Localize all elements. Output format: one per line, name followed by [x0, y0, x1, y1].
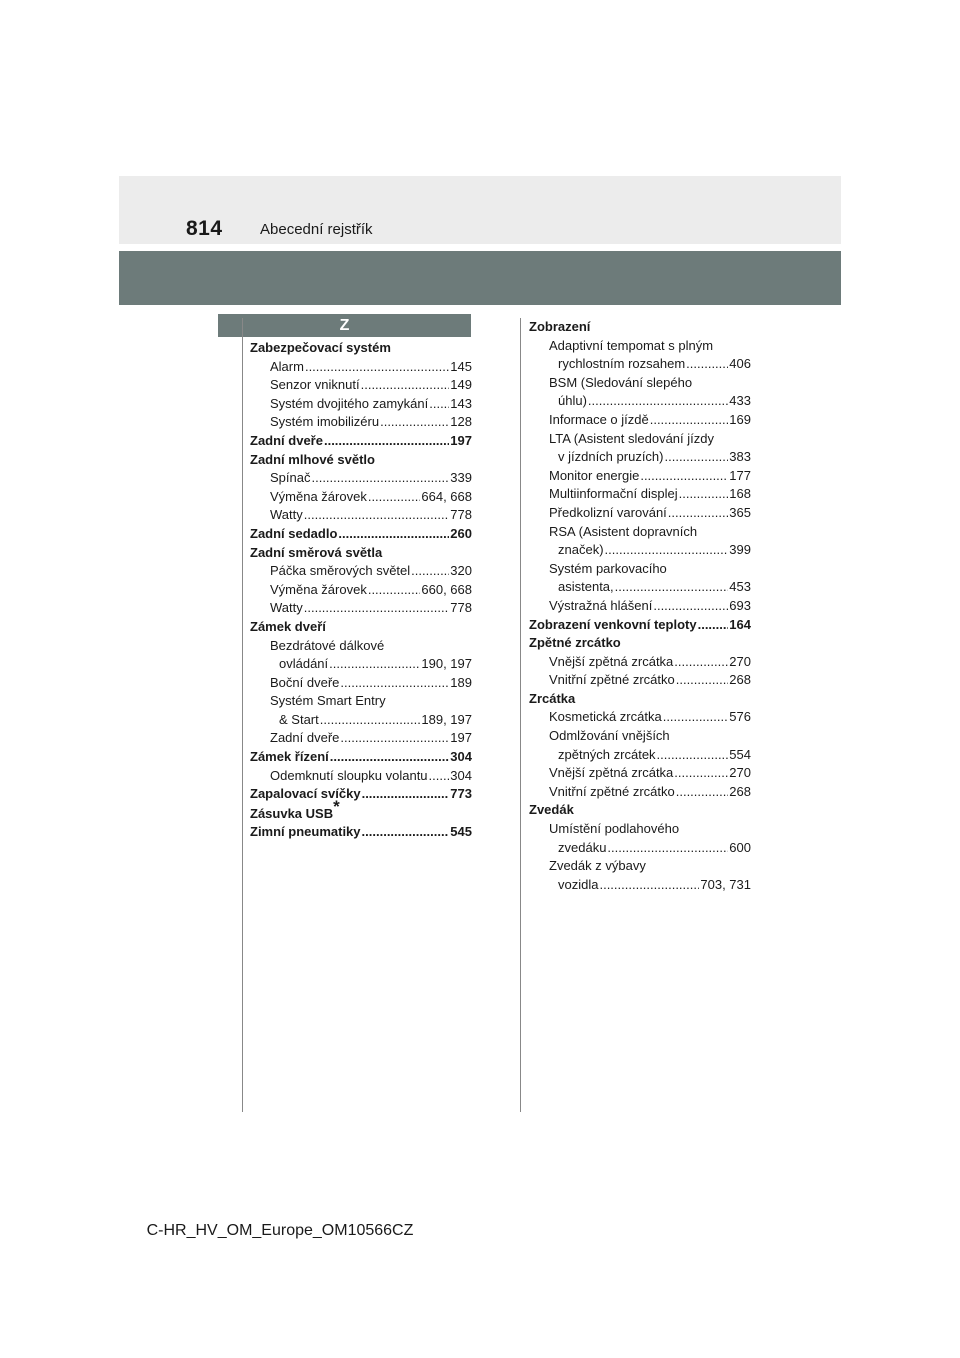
- dot-leader: [686, 355, 728, 374]
- dot-leader: [368, 488, 421, 507]
- index-entry: [529, 318, 751, 337]
- index-entry: [529, 374, 751, 393]
- index-entry-page: 268: [729, 783, 751, 799]
- index-entry-page: 168: [729, 486, 751, 502]
- index-entry: [529, 392, 751, 411]
- index-entry-label: Watty: [270, 507, 303, 523]
- dot-leader: [368, 581, 421, 600]
- index-column-2: [529, 318, 751, 894]
- index-entry: [250, 339, 472, 358]
- index-entry: [250, 525, 472, 544]
- index-entry: [250, 767, 472, 786]
- index-entry-label: Zpětné zrcátko: [529, 635, 621, 651]
- dot-leader: [663, 708, 729, 727]
- dot-leader: [320, 711, 421, 730]
- column-divider-left: [242, 318, 243, 1112]
- dot-leader: [340, 729, 449, 748]
- index-entry-page: 778: [450, 600, 472, 616]
- index-entry-page: 773: [450, 786, 472, 802]
- dot-leader: [330, 748, 450, 767]
- index-entry-label: Multiinformační displej: [549, 486, 678, 502]
- index-entry-label: Výměna žárovek: [270, 581, 367, 597]
- dot-leader: [676, 783, 729, 802]
- index-entry-page: 778: [450, 507, 472, 523]
- page-title: Abecední rejstřík: [260, 221, 373, 238]
- dot-leader: [698, 616, 729, 635]
- index-entry-page: 128: [450, 414, 472, 430]
- index-entry-label: Zámek dveří: [250, 618, 326, 634]
- index-entry-label: Bezdrátové dálkové: [270, 637, 385, 653]
- index-entry: [250, 729, 472, 748]
- dot-leader: [304, 599, 450, 618]
- index-entry-label: Páčka směrových světel: [270, 563, 411, 579]
- dot-leader: [304, 506, 450, 525]
- index-entry-page: 320: [450, 563, 472, 579]
- index-entry-label: Odemknutí sloupku volantu: [270, 767, 428, 783]
- index-entry-label: Vnější zpětná zrcátka: [549, 653, 674, 669]
- dot-leader: [599, 876, 699, 895]
- dot-leader: [362, 823, 450, 842]
- section-letter: Z: [218, 314, 471, 337]
- index-entry: [250, 599, 472, 618]
- index-entry: [529, 541, 751, 560]
- index-column-1: [250, 339, 472, 842]
- index-entry: [529, 467, 751, 486]
- header-band: [119, 176, 841, 244]
- index-entry-label: Zobrazení: [529, 319, 591, 334]
- index-entry-label: Zásuvka USB: [250, 805, 334, 821]
- index-entry: [250, 488, 472, 507]
- index-entry-label: vozidla: [558, 876, 599, 892]
- index-entry-label: Zabezpečovací systém: [250, 340, 391, 355]
- index-entry-label: Alarm: [270, 358, 304, 374]
- index-entry: [250, 796, 472, 824]
- dot-leader: [657, 746, 729, 765]
- index-entry-page: 270: [729, 653, 751, 669]
- index-entry-page: 339: [450, 470, 472, 486]
- index-entry-page: 164: [729, 616, 751, 632]
- index-entry-label: Systém Smart Entry: [270, 693, 386, 709]
- index-entry: [529, 485, 751, 504]
- index-entry-label: Informace o jízdě: [549, 411, 649, 427]
- section-band: [119, 251, 841, 305]
- index-entry-page: 149: [450, 377, 472, 393]
- dot-leader: [362, 785, 450, 804]
- dot-leader: [411, 562, 449, 581]
- index-entry: [529, 857, 751, 876]
- index-entry-page: 433: [729, 393, 751, 409]
- index-entry: [250, 785, 472, 804]
- index-entry-page: 406: [729, 356, 751, 372]
- index-entry-label: Zadní sedadlo: [250, 525, 338, 541]
- dot-leader: [305, 358, 449, 377]
- index-entry: [250, 358, 472, 377]
- index-entry-label: Watty: [270, 600, 303, 616]
- index-entry: [529, 411, 751, 430]
- footnote-star: *: [333, 796, 340, 816]
- index-entry: [250, 637, 472, 656]
- index-entry: [529, 839, 751, 858]
- dot-leader: [607, 839, 728, 858]
- index-entry-label: zpětných zrcátek: [558, 746, 656, 762]
- index-entry: [250, 655, 472, 674]
- index-entry-page: 365: [729, 504, 751, 520]
- index-entry-label: značek): [558, 542, 604, 558]
- index-entry-page: 664, 668: [421, 488, 472, 504]
- dot-leader: [665, 448, 729, 467]
- index-entry-label: Zvedák z výbavy: [549, 858, 646, 874]
- index-entry-label: asistenta,: [558, 579, 614, 595]
- index-entry: [529, 448, 751, 467]
- dot-leader: [329, 655, 420, 674]
- index-entry-label: Předkolizní varování: [549, 504, 667, 520]
- index-entry-page: 260: [450, 525, 472, 541]
- index-entry-page: 703, 731: [700, 876, 751, 892]
- index-entry-label: BSM (Sledování slepého: [549, 374, 693, 390]
- index-entry-label: Senzor vniknutí: [270, 377, 360, 393]
- index-entry: [529, 653, 751, 672]
- index-entry-label: Zámek řízení: [250, 749, 329, 765]
- index-entry: [529, 337, 751, 356]
- index-entry: [529, 523, 751, 542]
- index-entry: [529, 764, 751, 783]
- index-entry-label: Odmlžování vnějších: [549, 728, 670, 744]
- index-entry-label: Spínač: [270, 470, 311, 486]
- index-entry-label: Monitor energie: [549, 467, 640, 483]
- dot-leader: [380, 413, 449, 432]
- index-entry: [250, 692, 472, 711]
- dot-leader: [653, 597, 728, 616]
- index-entry-label: Zadní dveře: [270, 730, 340, 746]
- dot-leader: [311, 469, 449, 488]
- index-entry-label: LTA (Asistent sledování jízdy: [549, 430, 714, 446]
- index-entry-page: 304: [450, 767, 472, 783]
- column-divider-right: [520, 318, 521, 1112]
- index-entry-page: 268: [729, 672, 751, 688]
- index-entry-label: Zimní pneumatiky: [250, 824, 361, 840]
- index-entry-label: Kosmetická zrcátka: [549, 709, 662, 725]
- dot-leader: [674, 653, 728, 672]
- index-entry-label: Zadní mlhové světlo: [250, 451, 375, 467]
- index-entry: [529, 597, 751, 616]
- index-entry-label: Vnější zpětná zrcátka: [549, 765, 674, 781]
- index-entry: [250, 581, 472, 600]
- index-entry-label: v jízdních pruzích): [558, 449, 664, 465]
- index-entry-label: Zrcátka: [529, 690, 576, 706]
- index-entry-label: Výměna žárovek: [270, 488, 367, 504]
- index-entry: [250, 711, 472, 730]
- index-entry-page: 453: [729, 579, 751, 595]
- index-entry: [250, 469, 472, 488]
- index-entry: [529, 690, 751, 709]
- index-entry-page: 399: [729, 542, 751, 558]
- index-entry-page: 304: [450, 749, 472, 765]
- index-entry: [529, 783, 751, 802]
- dot-leader: [338, 525, 449, 544]
- index-entry: [250, 506, 472, 525]
- index-entry-label: zvedáku: [558, 839, 607, 855]
- index-entry: [529, 616, 751, 635]
- index-entry: [529, 727, 751, 746]
- index-entry-label: Umístění podlahového: [549, 821, 680, 837]
- dot-leader: [668, 504, 729, 523]
- index-entry: [529, 578, 751, 597]
- index-entry-label: Vnitřní zpětné zrcátko: [549, 783, 675, 799]
- dot-leader: [676, 671, 729, 690]
- dot-leader: [605, 541, 729, 560]
- index-entry: [529, 708, 751, 727]
- index-entry-label: RSA (Asistent dopravních: [549, 523, 698, 539]
- index-entry-label: Výstražná hlášení: [549, 597, 653, 613]
- index-entry-page: 270: [729, 765, 751, 781]
- index-entry: [250, 674, 472, 693]
- index-entry-label: Zobrazení venkovní teploty: [529, 616, 697, 632]
- index-entry-page: 576: [729, 709, 751, 725]
- index-entry-page: 190, 197: [421, 656, 472, 672]
- index-entry-label: rychlostním rozsahem: [558, 356, 686, 372]
- index-entry-page: 197: [450, 730, 472, 746]
- index-entry-label: Zvedák: [529, 802, 574, 818]
- index-entry-label: úhlu): [558, 393, 587, 409]
- index-entry: [250, 544, 472, 563]
- dot-leader: [588, 392, 728, 411]
- index-entry-page: 545: [450, 824, 472, 840]
- index-entry: [250, 395, 472, 414]
- index-entry-page: 143: [450, 395, 472, 411]
- index-entry-label: Boční dveře: [270, 674, 340, 690]
- index-entry: [529, 355, 751, 374]
- dot-leader: [650, 411, 729, 430]
- index-entry-label: Adaptivní tempomat s plným: [549, 337, 714, 353]
- index-entry-label: Systém imobilizéru: [270, 414, 380, 430]
- index-entry-page: 169: [729, 411, 751, 427]
- index-entry: [250, 413, 472, 432]
- index-entry: [250, 748, 472, 767]
- index-entry-page: 554: [729, 746, 751, 762]
- index-entry-page: 189: [450, 674, 472, 690]
- index-entry-page: 145: [450, 358, 472, 374]
- page-number: 814: [186, 217, 223, 240]
- index-entry-page: 383: [729, 449, 751, 465]
- index-entry: [250, 432, 472, 451]
- index-entry-label: Zapalovací svíčky: [250, 786, 361, 802]
- dot-leader: [429, 395, 449, 414]
- dot-leader: [615, 578, 729, 597]
- index-entry: [250, 562, 472, 581]
- index-entry-label: Systém parkovacího: [549, 560, 667, 576]
- dot-leader: [640, 467, 728, 486]
- index-entry: [529, 746, 751, 765]
- index-entry: [529, 560, 751, 579]
- index-entry-label: Zadní dveře: [250, 432, 323, 448]
- index-entry-page: 600: [729, 839, 751, 855]
- index-entry: [529, 876, 751, 895]
- index-entry: [250, 376, 472, 395]
- index-entry-label: Vnitřní zpětné zrcátko: [549, 672, 675, 688]
- document-id: C-HR_HV_OM_Europe_OM10566CZ: [146, 1222, 414, 1239]
- index-entry: [529, 820, 751, 839]
- index-entry: [529, 801, 751, 820]
- index-entry: [250, 823, 472, 842]
- dot-leader: [429, 767, 450, 786]
- index-entry-page: 660, 668: [421, 581, 472, 597]
- index-entry: [529, 430, 751, 449]
- index-entry-label: & Start: [279, 711, 319, 727]
- index-entry-page: 189, 197: [421, 711, 472, 727]
- dot-leader: [679, 485, 729, 504]
- dot-leader: [340, 674, 449, 693]
- dot-leader: [674, 764, 728, 783]
- index-entry: [529, 671, 751, 690]
- index-entry-label: ovládání: [279, 656, 329, 672]
- index-entry: [250, 618, 472, 637]
- index-entry: [529, 634, 751, 653]
- dot-leader: [361, 376, 450, 395]
- dot-leader: [324, 432, 449, 451]
- index-entry-page: 693: [729, 597, 751, 613]
- index-entry-label: Zadní směrová světla: [250, 544, 383, 560]
- index-entry-page: 197: [450, 432, 472, 448]
- index-entry: [529, 504, 751, 523]
- index-entry-page: 177: [729, 467, 751, 483]
- index-entry-label: Systém dvojitého zamykání: [270, 395, 429, 411]
- index-entry: [250, 451, 472, 470]
